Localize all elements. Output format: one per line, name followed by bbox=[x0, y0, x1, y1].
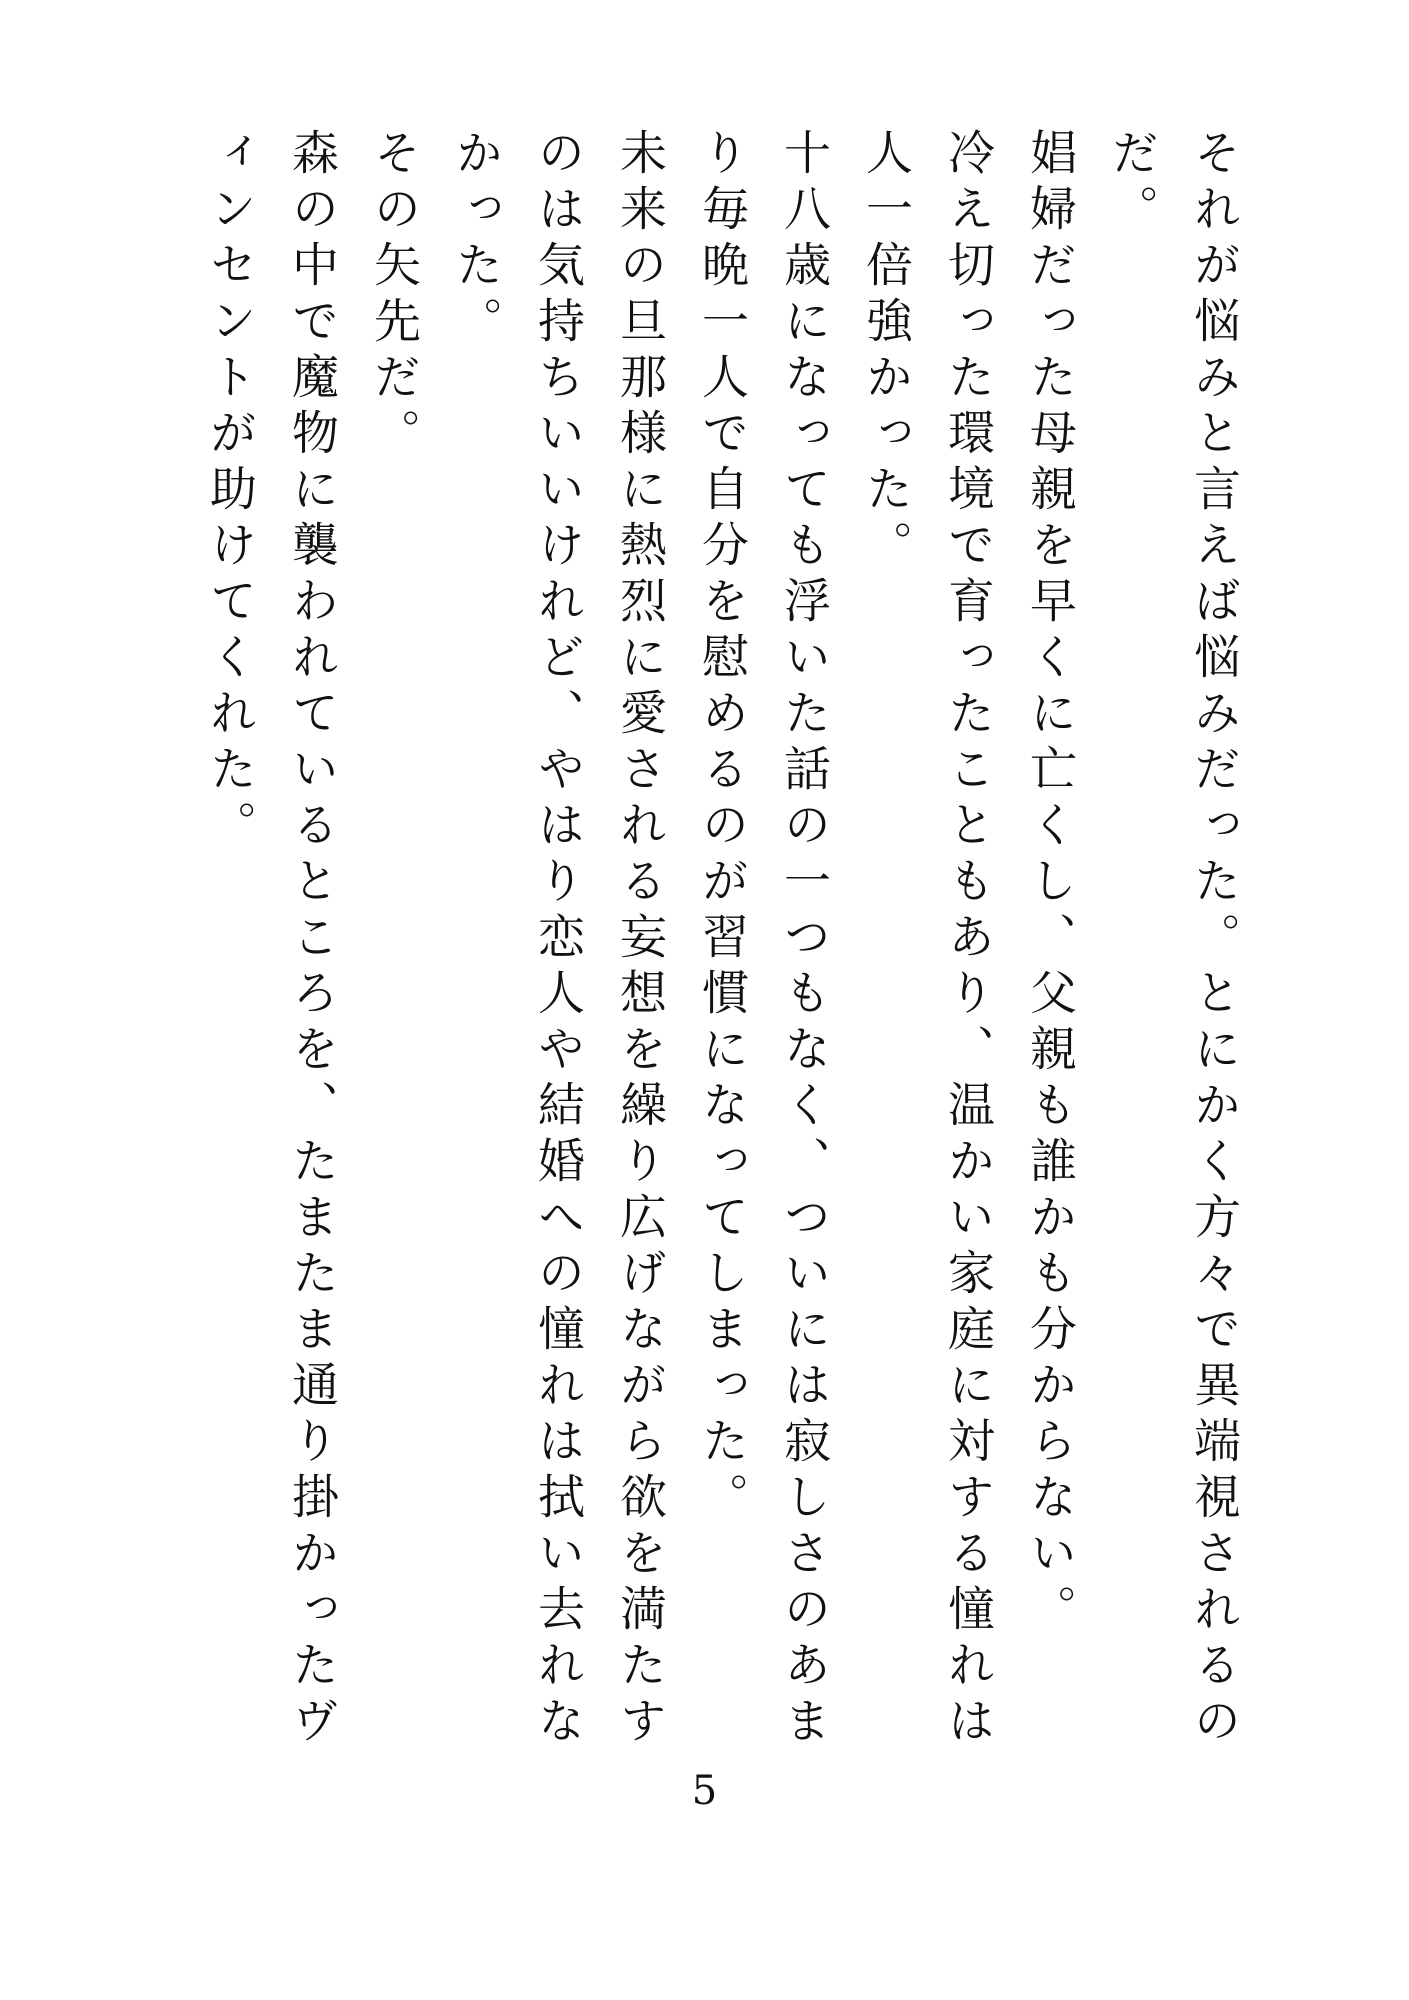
body-text bbox=[144, 128, 1254, 1768]
paragraph: 未来の旦那様に熱烈に愛される妄想を繰り広げながら欲を満たすのは気持ちいいけれど、やはり恋人や結婚への憧れは拭い去れなかった。 bbox=[448, 128, 667, 1752]
paragraph: その矢先だ。 bbox=[366, 128, 421, 464]
paragraph: それが悩みと言えば悩みだった。とにかく方々で異端視されるのだ。 bbox=[1104, 128, 1241, 1752]
paragraph: 十八歳になっても浮いた話の一つもなく、ついには寂しさのあまり毎晩一人で自分を慰めるのが習慣になってしまった。 bbox=[694, 128, 831, 1752]
page-number: 5 bbox=[691, 1768, 718, 1814]
paragraph: 森の中で魔物に襲われているところを、たまたま通り掛かったヴィンセントが助けてくれた。 bbox=[202, 128, 339, 1752]
paragraph: 冷え切った環境で育ったこともあり、温かい家庭に対する憧れは人一倍強かった。 bbox=[858, 128, 995, 1752]
paragraph: 娼婦だった母親を早くに亡くし、父親も誰かも分からない。 bbox=[1022, 128, 1077, 1640]
